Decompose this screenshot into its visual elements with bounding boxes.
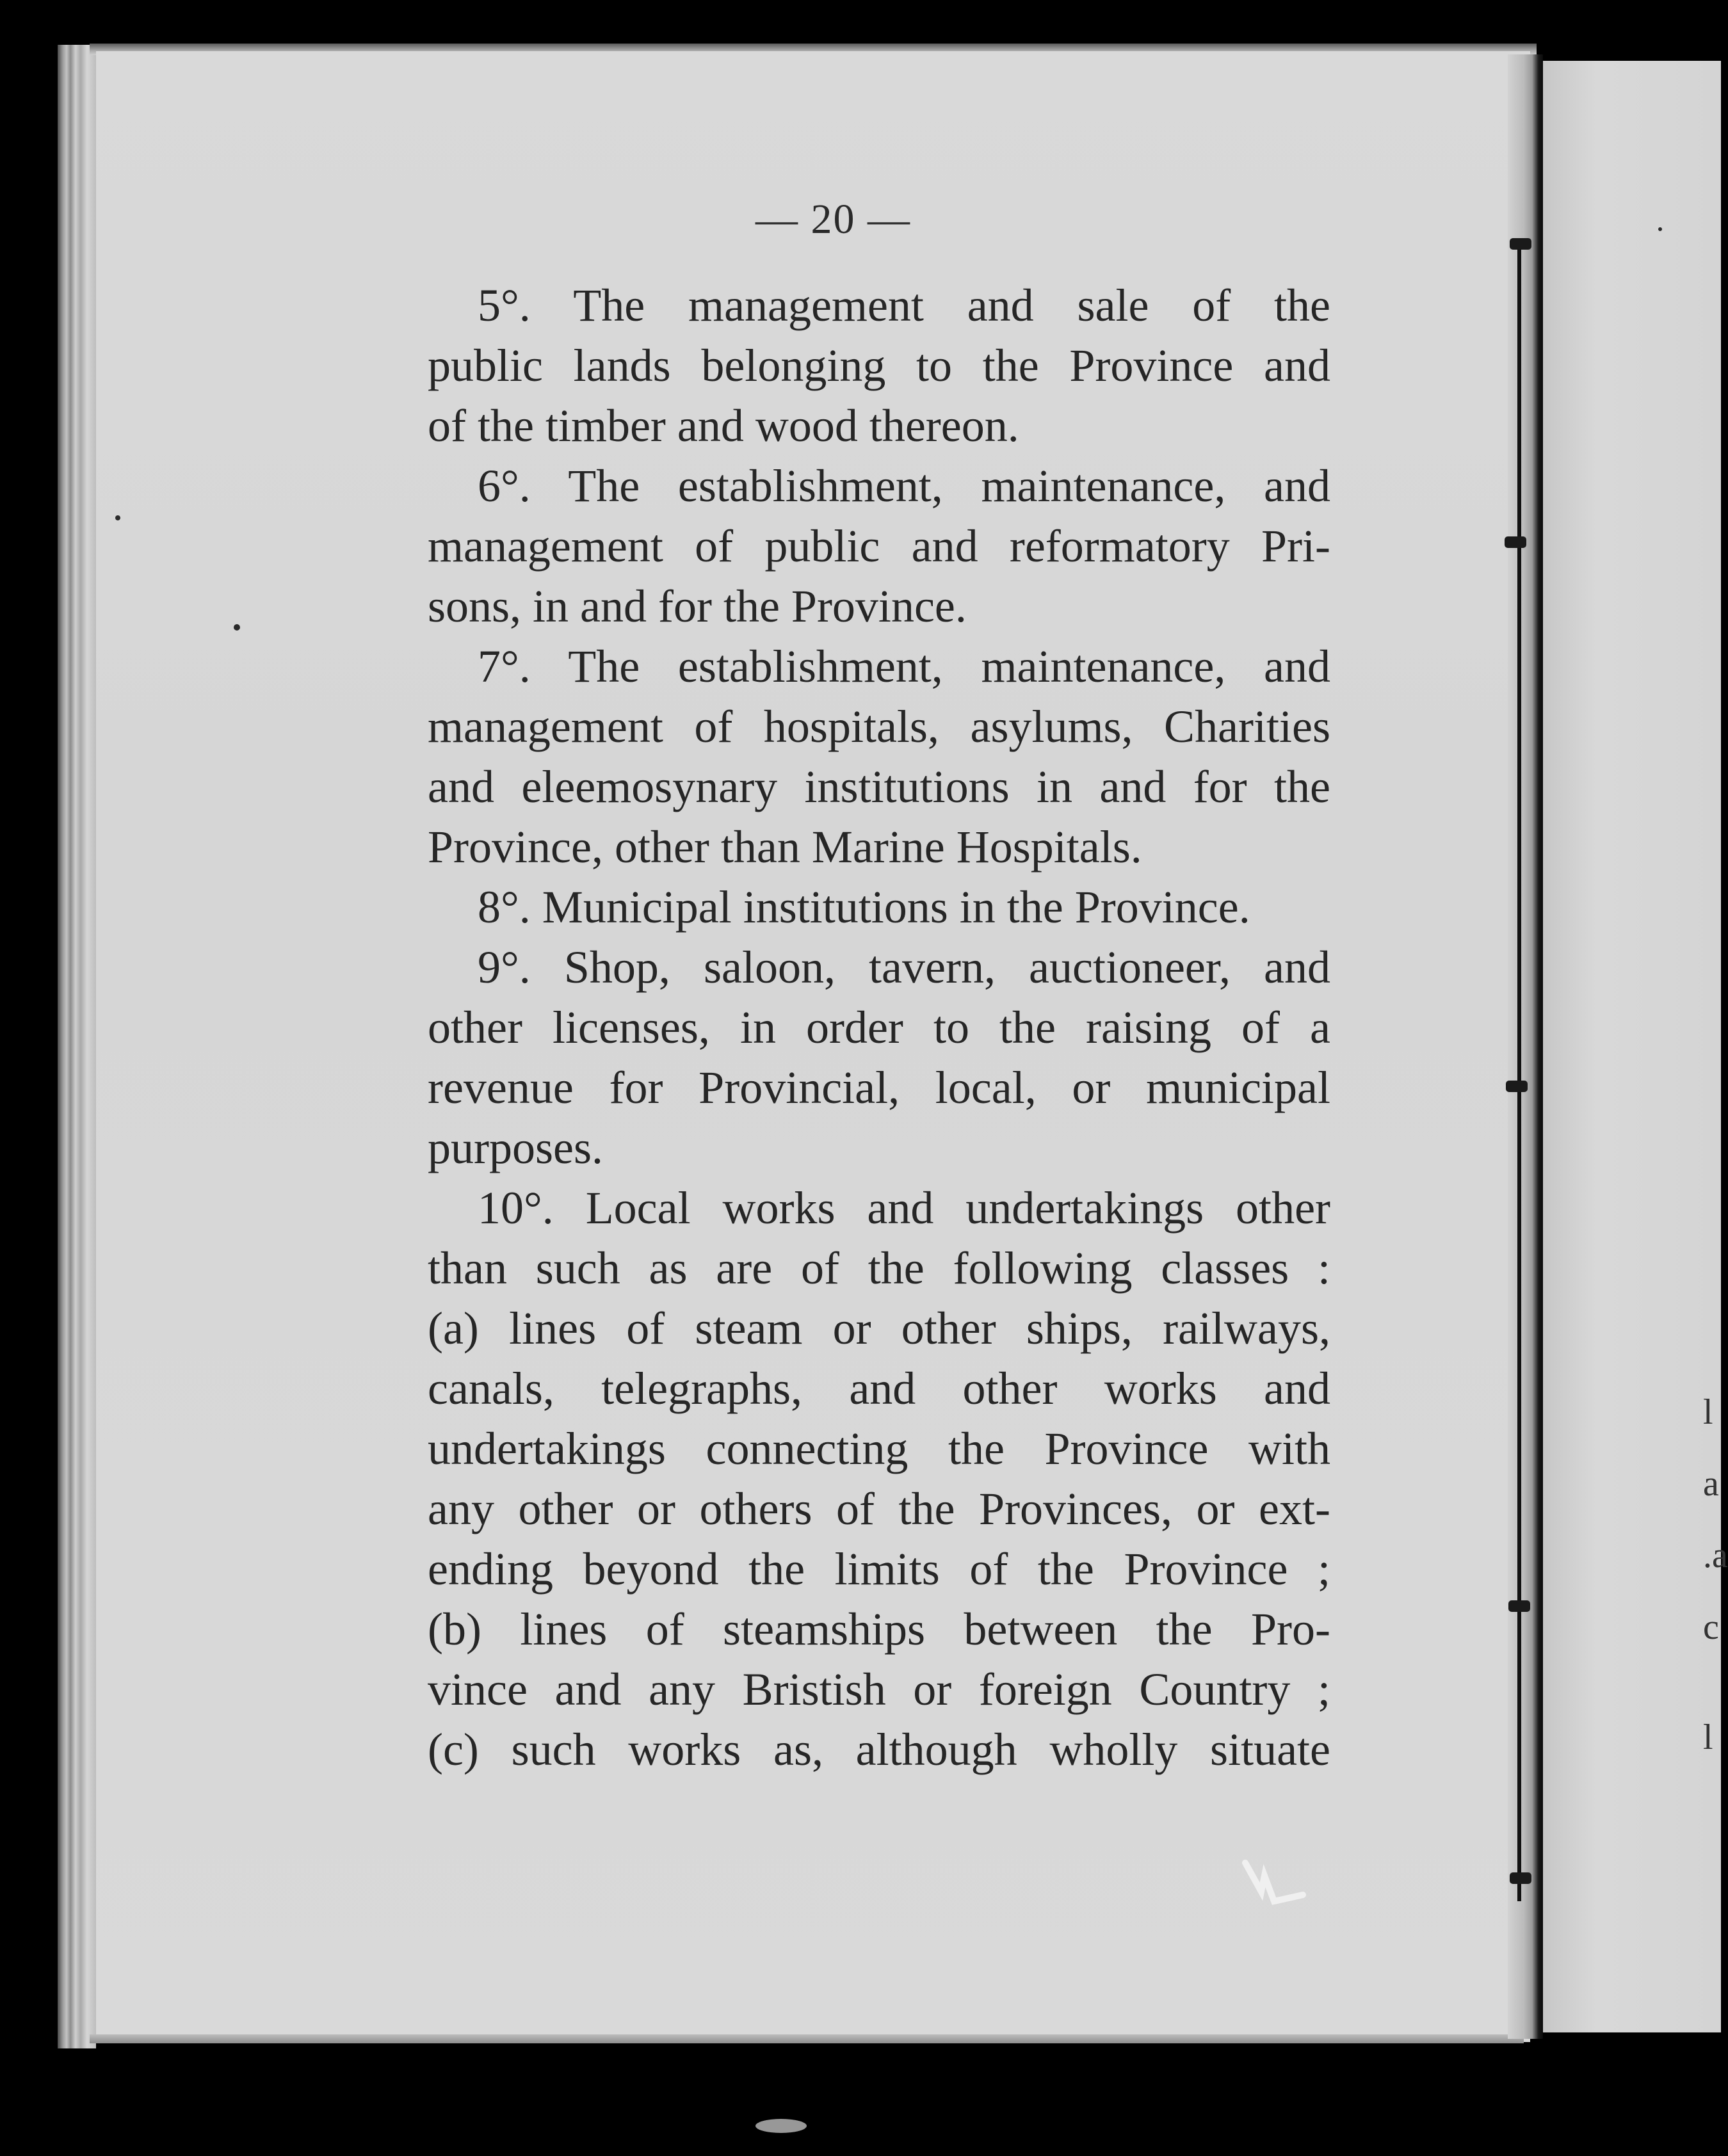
text-line: undertakings connecting the Province with	[428, 1423, 1330, 1474]
text-line: 5°. The management and sale of the	[478, 280, 1330, 331]
page-speck	[1658, 227, 1662, 231]
text-line: and eleemosynary institutions in and for the	[428, 761, 1330, 812]
text-line: (a) lines of steam or other ships, railways,	[428, 1303, 1330, 1354]
text-line: revenue for Provincial, local, or municipal	[428, 1062, 1330, 1113]
text-line: (b) lines of steamships between the Pro-	[428, 1604, 1330, 1655]
text-line: ending beyond the limits of the Province ;	[428, 1543, 1330, 1595]
right-page-fragment: c	[1703, 1607, 1719, 1647]
binding-thread	[1517, 243, 1521, 1901]
right-page-fragment: .a	[1703, 1536, 1728, 1575]
right-page-fragment: a	[1703, 1464, 1719, 1504]
text-line: sons, in and for the Province.	[428, 581, 967, 632]
page-number: — 20 —	[755, 196, 911, 243]
binding-stitch	[1510, 1872, 1531, 1884]
text-line: 6°. The establishment, maintenance, and	[478, 460, 1330, 511]
text-line: of the timber and wood thereon.	[428, 400, 1019, 451]
text-line: purposes.	[428, 1122, 603, 1173]
paragraph-6	[428, 456, 1330, 636]
page-bottom-edge	[90, 2034, 1524, 2043]
paragraph-9	[428, 937, 1330, 1178]
text-line: canals, telegraphs, and other works and	[428, 1363, 1330, 1414]
bottom-speck	[755, 2119, 807, 2133]
text-line: management of public and reformatory Pri-	[428, 520, 1330, 572]
text-line: 10°. Local works and undertakings other	[478, 1182, 1330, 1234]
text-line: 8°. Municipal institutions in the Province.	[478, 881, 1250, 933]
paragraph-8	[428, 877, 1330, 937]
right-page-fragment: l	[1703, 1392, 1713, 1432]
paragraph-10	[428, 1178, 1330, 1780]
page-stack-edges	[58, 45, 96, 2048]
paragraph-5	[428, 275, 1330, 456]
text-line: public lands belonging to the Province and	[428, 340, 1330, 391]
page-body-text	[428, 275, 1330, 1780]
binding-stitch	[1506, 1081, 1528, 1092]
book-gutter	[1508, 54, 1543, 2039]
text-line: 9°. Shop, saloon, tavern, auctioneer, and	[478, 942, 1330, 993]
page-speck	[234, 624, 240, 631]
right-page-fragment: l	[1703, 1718, 1713, 1757]
text-line: than such as are of the following classes :	[428, 1243, 1330, 1294]
margin-mark	[1239, 1856, 1309, 1914]
text-line: Province, other than Marine Hospitals.	[428, 821, 1142, 873]
text-line: other licenses, in order to the raising of a	[428, 1002, 1330, 1053]
paragraph-7	[428, 636, 1330, 877]
text-line: any other or others of the Provinces, or ext-	[428, 1483, 1330, 1534]
binding-stitch	[1505, 536, 1526, 548]
page-speck	[115, 515, 120, 520]
text-line: 7°. The establishment, maintenance, and	[478, 641, 1330, 692]
right-page	[1543, 61, 1728, 2032]
text-line: management of hospitals, asylums, Charities	[428, 701, 1330, 752]
text-line: vince and any Bristish or foreign Country ;	[428, 1664, 1330, 1715]
right-page-fragments	[1703, 1376, 1728, 1773]
text-line: (c) such works as, although wholly situate	[428, 1724, 1330, 1775]
binding-stitch	[1510, 238, 1531, 250]
binding-stitch	[1508, 1600, 1530, 1612]
